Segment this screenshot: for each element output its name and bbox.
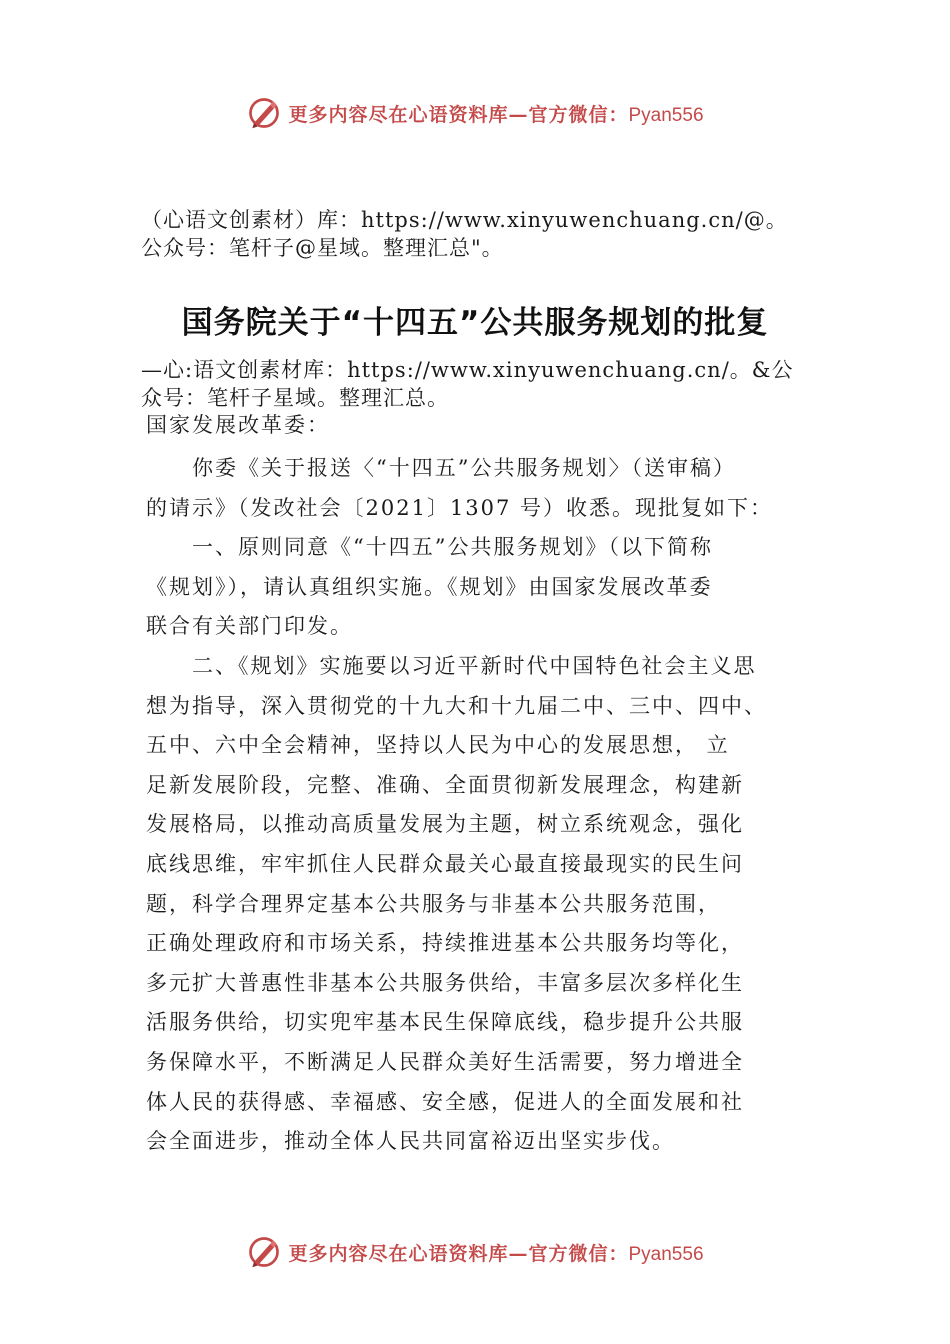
body-line: 题，科学合理界定基本公共服务与非基本公共服务范围， [146, 891, 721, 916]
body-text [146, 449, 826, 1162]
footer-banner [0, 1232, 950, 1272]
body-line: 的请示》（发改社会〔2021〕1307 号）收悉。现批复如下： [146, 495, 774, 520]
banner-wechat-id: Pyan556 [628, 1243, 704, 1265]
body-line: 会全面进步，推动全体人民共同富裕迈出坚实步伐。 [146, 1129, 675, 1154]
body-line: 想为指导，深入贯彻党的十九大和十九届二中、三中、四中、 [146, 693, 767, 718]
body-line: 底线思维，牢牢抓住人民群众最关心最直接最现实的民生问 [146, 851, 744, 876]
meta-top [141, 206, 841, 262]
meta-sub-line-1: —心:语文创素材库：https://www.xinyuwenchuang.cn/。&公 [141, 358, 794, 382]
banner-text: 更多内容尽在心语资料库—官方微信：Pyan556 [288, 103, 704, 126]
body-line: 五中、六中全会精神，坚持以人民为中心的发展思想， 立 [146, 733, 730, 758]
body-line: 《规划》），请认真组织实施。《规划》由国家发展改革委 [146, 574, 713, 599]
banner-text: 更多内容尽在心语资料库—官方微信：Pyan556 [288, 1242, 704, 1265]
body-line: 联合有关部门印发。 [146, 614, 353, 639]
body-line: 活服务供给，切实兜牢基本民生保障底线，稳步提升公共服 [146, 1010, 744, 1035]
body-line: 发展格局，以推动高质量发展为主题，树立系统观念，强化 [146, 812, 744, 837]
meta-sub-line-2: 众号：笔杆子星域。整理汇总。 [141, 386, 449, 410]
body-line: 你委《关于报送〈“十四五”公共服务规划〉（送审稿） [192, 456, 736, 480]
banner-wechat-id: Pyan556 [628, 104, 704, 126]
meta-top-line-1: （心语文创素材）库：https://www.xinyuwenchuang.cn/@。 [141, 208, 788, 232]
body-line: 正确处理政府和市场关系，持续推进基本公共服务均等化， [146, 931, 744, 956]
pen-logo-icon [246, 95, 282, 131]
body-line: 足新发展阶段，完整、准确、全面贯彻新发展理念，构建新 [146, 772, 744, 797]
pen-logo-icon [246, 1234, 282, 1270]
body-line: 多元扩大普惠性非基本公共服务供给，丰富多层次多样化生 [146, 970, 744, 995]
document-title: 国务院关于“十四五”公共服务规划的批复 [181, 305, 769, 341]
meta-sub [141, 356, 841, 412]
header-banner [0, 93, 950, 133]
meta-top-line-2: 公众号：笔杆子@星域。整理汇总"。 [141, 236, 504, 260]
addressee: 国家发展改革委： [146, 413, 330, 437]
body-line: 二、《规划》实施要以习近平新时代中国特色社会主义思 [192, 653, 757, 678]
body-line: 一、原则同意《“十四五”公共服务规划》（以下简称 [192, 535, 713, 560]
body-line: 体人民的获得感、幸福感、安全感，促进人的全面发展和社 [146, 1089, 744, 1114]
body-line: 务保障水平，不断满足人民群众美好生活需要，努力增进全 [146, 1049, 744, 1074]
